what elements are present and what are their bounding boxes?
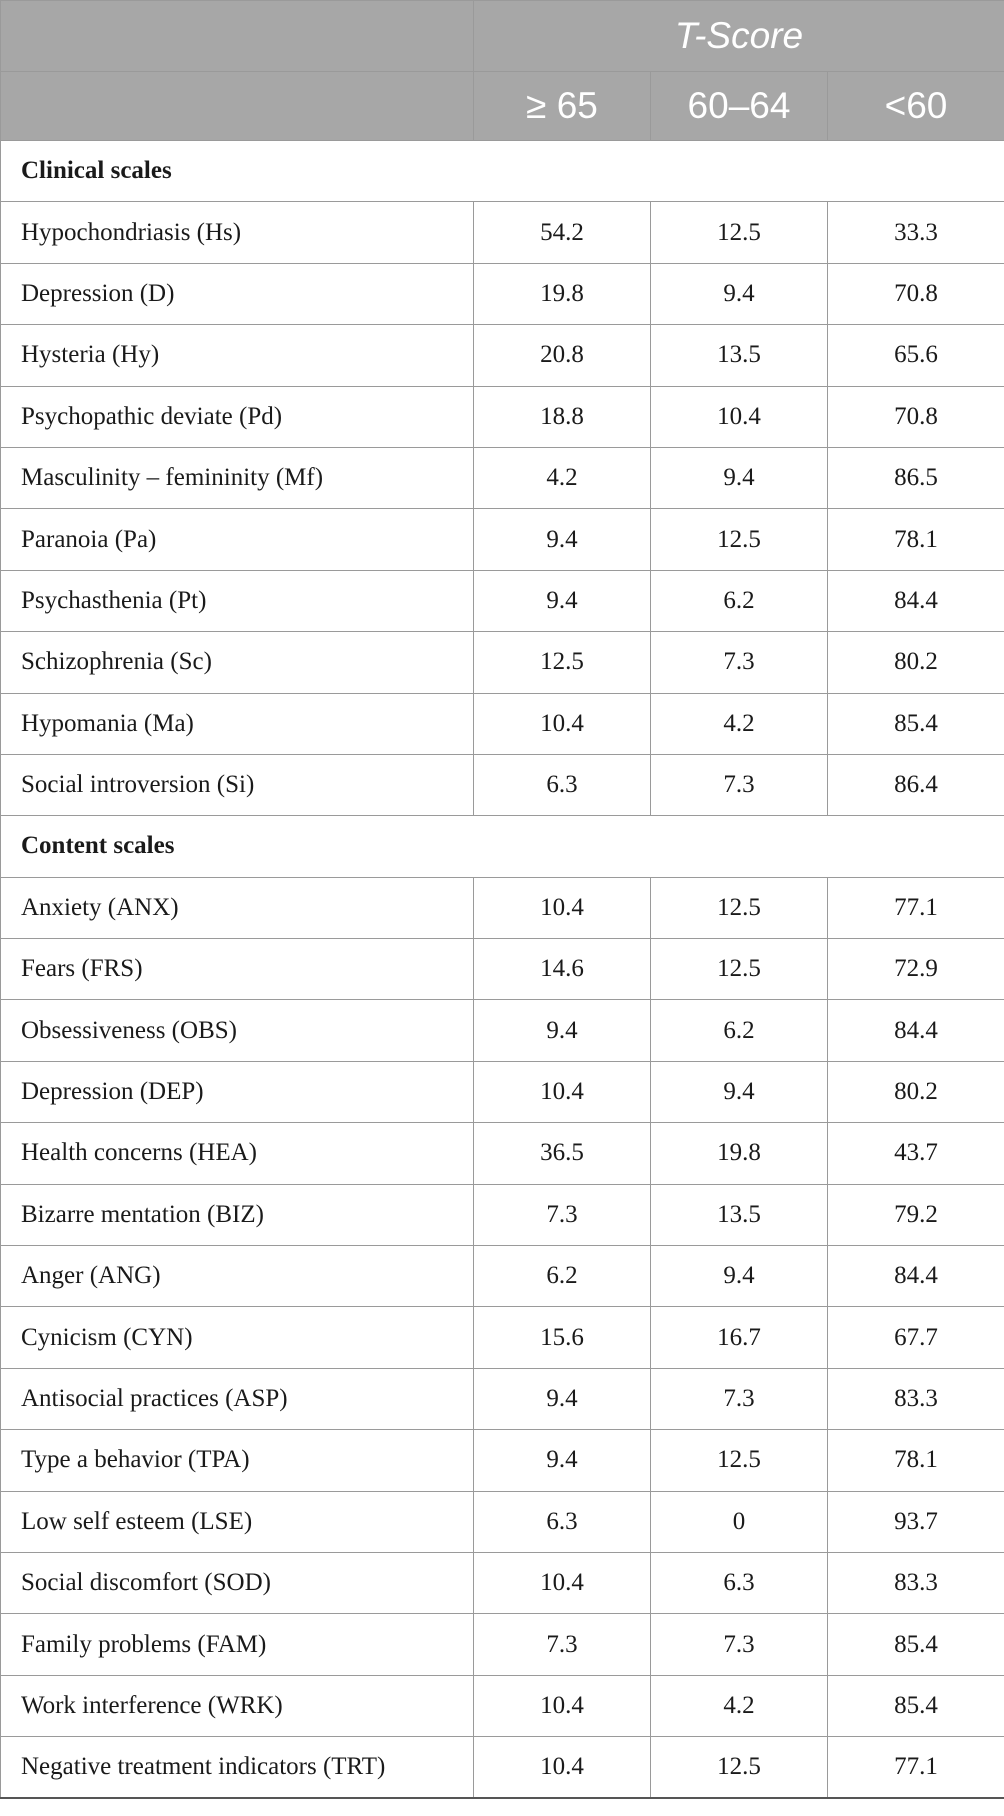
table-row bbox=[1, 632, 1004, 693]
column-header-ge65: ≥ 65 bbox=[474, 72, 651, 141]
table-row bbox=[1, 939, 1004, 1000]
value-60-64: 10.4 bbox=[651, 386, 828, 447]
table-row bbox=[1, 1061, 1004, 1122]
value-ge65: 4.2 bbox=[474, 447, 651, 508]
value-60-64: 7.3 bbox=[651, 1368, 828, 1429]
table-row bbox=[1, 202, 1004, 263]
scale-label: Depression (D) bbox=[1, 263, 474, 324]
value-ge65: 12.5 bbox=[474, 632, 651, 693]
value-lt60: 93.7 bbox=[828, 1491, 1004, 1552]
table-row bbox=[1, 1430, 1004, 1491]
value-lt60: 86.4 bbox=[828, 754, 1004, 815]
scale-label: Negative treatment indicators (TRT) bbox=[1, 1737, 474, 1798]
value-lt60: 84.4 bbox=[828, 1000, 1004, 1061]
value-ge65: 9.4 bbox=[474, 1430, 651, 1491]
value-ge65: 10.4 bbox=[474, 1061, 651, 1122]
value-60-64: 19.8 bbox=[651, 1123, 828, 1184]
value-lt60: 83.3 bbox=[828, 1368, 1004, 1429]
scale-label: Type a behavior (TPA) bbox=[1, 1430, 474, 1491]
scale-label: Cynicism (CYN) bbox=[1, 1307, 474, 1368]
table-row bbox=[1, 1614, 1004, 1675]
table-row bbox=[1, 325, 1004, 386]
value-ge65: 9.4 bbox=[474, 1368, 651, 1429]
value-60-64: 4.2 bbox=[651, 693, 828, 754]
value-lt60: 79.2 bbox=[828, 1184, 1004, 1245]
value-lt60: 86.5 bbox=[828, 447, 1004, 508]
table-row bbox=[1, 1552, 1004, 1613]
value-lt60: 43.7 bbox=[828, 1123, 1004, 1184]
scale-label: Depression (DEP) bbox=[1, 1061, 474, 1122]
scale-label: Fears (FRS) bbox=[1, 939, 474, 1000]
table-row bbox=[1, 1246, 1004, 1307]
value-lt60: 67.7 bbox=[828, 1307, 1004, 1368]
table-row bbox=[1, 386, 1004, 447]
scale-label: Social introversion (Si) bbox=[1, 754, 474, 815]
table-body bbox=[1, 141, 1004, 1799]
section-title: Clinical scales bbox=[1, 141, 1004, 202]
section-header-row bbox=[1, 816, 1004, 877]
value-60-64: 16.7 bbox=[651, 1307, 828, 1368]
value-lt60: 78.1 bbox=[828, 509, 1004, 570]
value-lt60: 70.8 bbox=[828, 386, 1004, 447]
value-lt60: 70.8 bbox=[828, 263, 1004, 324]
value-ge65: 9.4 bbox=[474, 570, 651, 631]
value-ge65: 10.4 bbox=[474, 693, 651, 754]
scale-label: Anger (ANG) bbox=[1, 1246, 474, 1307]
value-ge65: 9.4 bbox=[474, 509, 651, 570]
section-header-row bbox=[1, 141, 1004, 202]
value-60-64: 6.2 bbox=[651, 570, 828, 631]
table-row bbox=[1, 754, 1004, 815]
value-ge65: 18.8 bbox=[474, 386, 651, 447]
table-row bbox=[1, 570, 1004, 631]
value-60-64: 12.5 bbox=[651, 202, 828, 263]
table-row bbox=[1, 1307, 1004, 1368]
value-lt60: 83.3 bbox=[828, 1552, 1004, 1613]
value-lt60: 85.4 bbox=[828, 1614, 1004, 1675]
header-row-columns bbox=[1, 72, 1004, 141]
value-60-64: 6.2 bbox=[651, 1000, 828, 1061]
scale-label: Anxiety (ANX) bbox=[1, 877, 474, 938]
value-ge65: 20.8 bbox=[474, 325, 651, 386]
value-60-64: 12.5 bbox=[651, 877, 828, 938]
table-row bbox=[1, 693, 1004, 754]
value-lt60: 65.6 bbox=[828, 325, 1004, 386]
scale-label: Low self esteem (LSE) bbox=[1, 1491, 474, 1552]
scale-label: Psychopathic deviate (Pd) bbox=[1, 386, 474, 447]
value-ge65: 10.4 bbox=[474, 1675, 651, 1736]
section-title: Content scales bbox=[1, 816, 1004, 877]
scale-label: Bizarre mentation (BIZ) bbox=[1, 1184, 474, 1245]
table-row bbox=[1, 447, 1004, 508]
value-ge65: 6.2 bbox=[474, 1246, 651, 1307]
value-lt60: 77.1 bbox=[828, 877, 1004, 938]
value-ge65: 9.4 bbox=[474, 1000, 651, 1061]
value-60-64: 7.3 bbox=[651, 632, 828, 693]
value-60-64: 7.3 bbox=[651, 754, 828, 815]
value-ge65: 6.3 bbox=[474, 1491, 651, 1552]
header-row-group bbox=[1, 1, 1004, 72]
header-empty-cell bbox=[1, 1, 474, 72]
value-60-64: 12.5 bbox=[651, 1737, 828, 1798]
value-60-64: 12.5 bbox=[651, 939, 828, 1000]
table-row bbox=[1, 1491, 1004, 1552]
table-row bbox=[1, 1737, 1004, 1798]
value-ge65: 10.4 bbox=[474, 1737, 651, 1798]
value-ge65: 6.3 bbox=[474, 754, 651, 815]
scale-label: Paranoia (Pa) bbox=[1, 509, 474, 570]
value-ge65: 19.8 bbox=[474, 263, 651, 324]
scale-label: Obsessiveness (OBS) bbox=[1, 1000, 474, 1061]
table-row bbox=[1, 1123, 1004, 1184]
value-60-64: 0 bbox=[651, 1491, 828, 1552]
value-ge65: 10.4 bbox=[474, 877, 651, 938]
column-header-lt60: <60 bbox=[828, 72, 1004, 141]
value-60-64: 12.5 bbox=[651, 1430, 828, 1491]
table-row bbox=[1, 509, 1004, 570]
value-60-64: 7.3 bbox=[651, 1614, 828, 1675]
scale-label: Antisocial practices (ASP) bbox=[1, 1368, 474, 1429]
scale-label: Work interference (WRK) bbox=[1, 1675, 474, 1736]
value-lt60: 78.1 bbox=[828, 1430, 1004, 1491]
value-60-64: 13.5 bbox=[651, 325, 828, 386]
value-60-64: 13.5 bbox=[651, 1184, 828, 1245]
value-60-64: 4.2 bbox=[651, 1675, 828, 1736]
value-lt60: 80.2 bbox=[828, 632, 1004, 693]
value-60-64: 6.3 bbox=[651, 1552, 828, 1613]
value-60-64: 9.4 bbox=[651, 263, 828, 324]
value-ge65: 54.2 bbox=[474, 202, 651, 263]
value-ge65: 7.3 bbox=[474, 1184, 651, 1245]
scale-label: Hypomania (Ma) bbox=[1, 693, 474, 754]
value-lt60: 85.4 bbox=[828, 693, 1004, 754]
tscore-header: T-Score bbox=[474, 1, 1004, 72]
value-60-64: 12.5 bbox=[651, 509, 828, 570]
scale-label: Masculinity – femininity (Mf) bbox=[1, 447, 474, 508]
value-lt60: 84.4 bbox=[828, 570, 1004, 631]
scale-label: Hypochondriasis (Hs) bbox=[1, 202, 474, 263]
value-lt60: 84.4 bbox=[828, 1246, 1004, 1307]
value-lt60: 77.1 bbox=[828, 1737, 1004, 1798]
table-row bbox=[1, 263, 1004, 324]
scale-label: Social discomfort (SOD) bbox=[1, 1552, 474, 1613]
value-ge65: 7.3 bbox=[474, 1614, 651, 1675]
table-row bbox=[1, 1184, 1004, 1245]
value-ge65: 36.5 bbox=[474, 1123, 651, 1184]
column-header-60-64: 60–64 bbox=[651, 72, 828, 141]
scale-label: Family problems (FAM) bbox=[1, 1614, 474, 1675]
scale-label: Psychasthenia (Pt) bbox=[1, 570, 474, 631]
scale-label: Health concerns (HEA) bbox=[1, 1123, 474, 1184]
table-row bbox=[1, 877, 1004, 938]
scale-label: Hysteria (Hy) bbox=[1, 325, 474, 386]
value-ge65: 10.4 bbox=[474, 1552, 651, 1613]
header-empty-cell bbox=[1, 72, 474, 141]
value-60-64: 9.4 bbox=[651, 447, 828, 508]
scale-label: Schizophrenia (Sc) bbox=[1, 632, 474, 693]
value-lt60: 80.2 bbox=[828, 1061, 1004, 1122]
value-lt60: 33.3 bbox=[828, 202, 1004, 263]
value-60-64: 9.4 bbox=[651, 1061, 828, 1122]
value-60-64: 9.4 bbox=[651, 1246, 828, 1307]
value-ge65: 14.6 bbox=[474, 939, 651, 1000]
value-lt60: 85.4 bbox=[828, 1675, 1004, 1736]
table-row bbox=[1, 1675, 1004, 1736]
value-ge65: 15.6 bbox=[474, 1307, 651, 1368]
table-row bbox=[1, 1000, 1004, 1061]
value-lt60: 72.9 bbox=[828, 939, 1004, 1000]
table-row bbox=[1, 1368, 1004, 1429]
